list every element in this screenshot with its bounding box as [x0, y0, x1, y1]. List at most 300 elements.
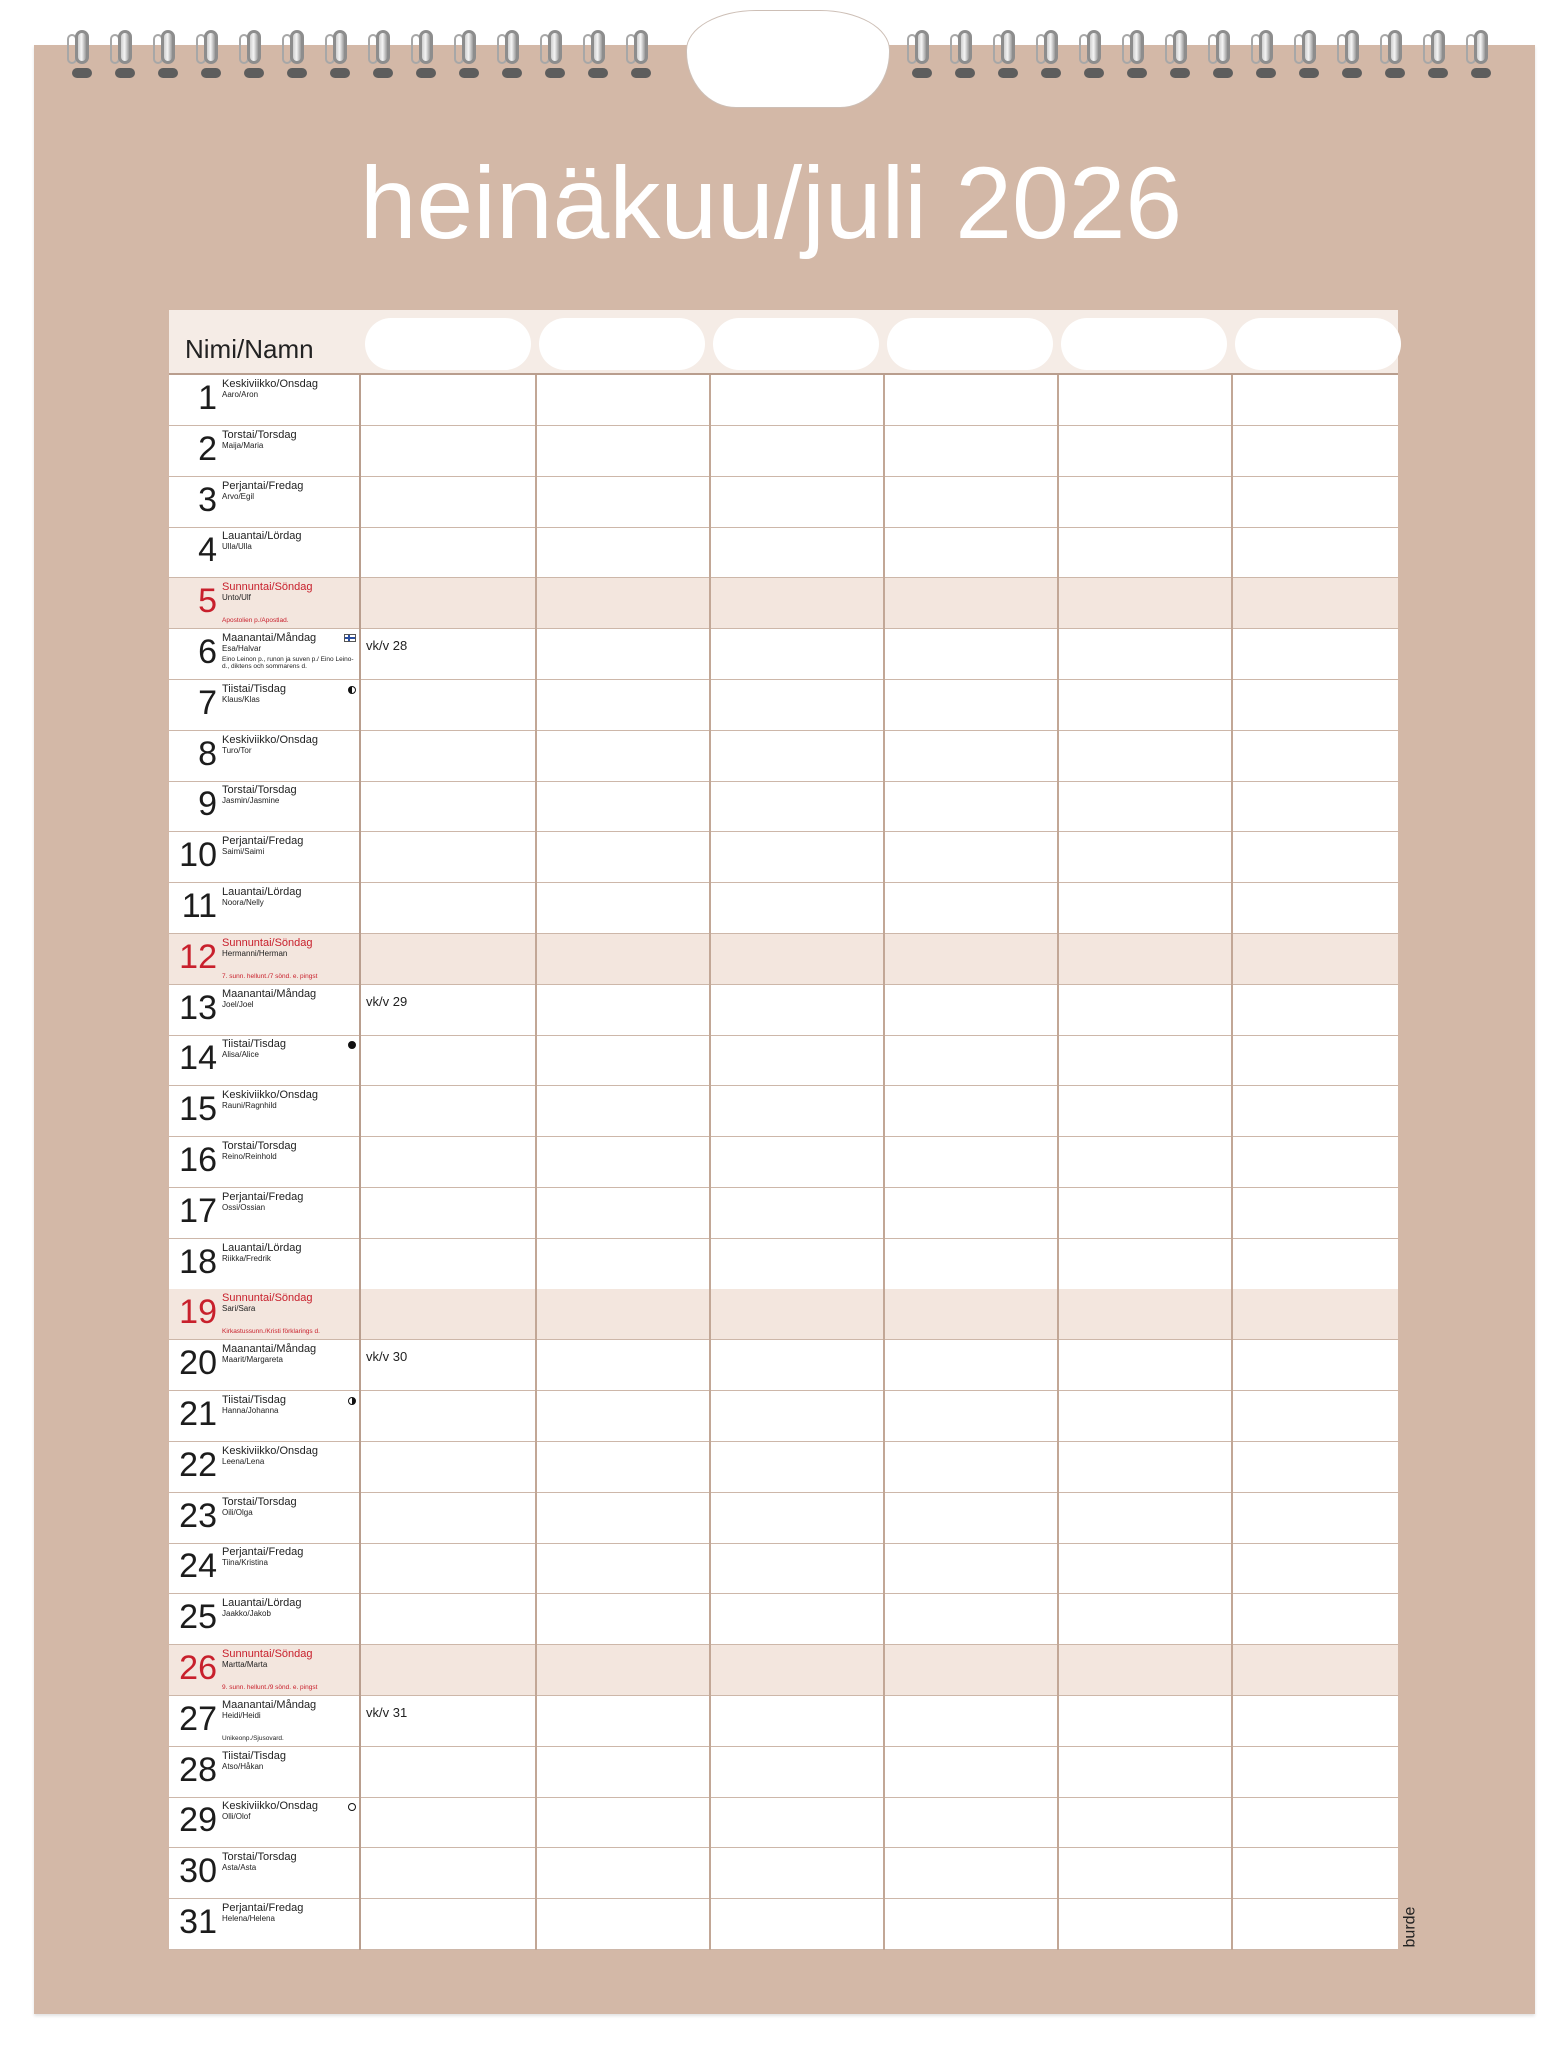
moon-phase-fq-icon [348, 1397, 356, 1405]
day-number: 5 [198, 582, 217, 621]
entry-cell[interactable] [709, 680, 883, 730]
day-number: 20 [179, 1344, 217, 1383]
day-number: 27 [179, 1699, 217, 1738]
entry-cell[interactable] [709, 1493, 883, 1543]
entry-cell[interactable] [1057, 578, 1231, 628]
name-field-6[interactable] [1235, 318, 1401, 370]
entry-cell[interactable] [1231, 1797, 1405, 1847]
name-day-label: Leena/Lena [222, 1456, 265, 1466]
brand-logo [1398, 1900, 1438, 1960]
entry-cell[interactable] [709, 731, 883, 781]
entry-cell[interactable] [709, 1696, 883, 1746]
name-day-label: Helena/Helena [222, 1914, 275, 1923]
entry-cell[interactable] [1231, 426, 1405, 476]
entry-cell[interactable] [709, 375, 883, 425]
binding-ring [1332, 30, 1375, 86]
entry-cell[interactable] [709, 1848, 883, 1898]
entry-cell[interactable] [1231, 527, 1405, 577]
entry-cell[interactable] [883, 578, 1057, 628]
entry-cell[interactable] [709, 1747, 883, 1797]
entry-cell[interactable] [883, 934, 1057, 984]
holiday-note: Apostolien p./Apostlad. [222, 617, 289, 625]
day-number: 13 [179, 988, 217, 1027]
day-row [169, 832, 1398, 883]
entry-cell[interactable] [883, 985, 1057, 1035]
binding-ring [535, 30, 578, 86]
entry-cell[interactable] [1057, 426, 1231, 476]
entry-cell[interactable] [535, 1239, 709, 1289]
entry-cell[interactable] [535, 1391, 709, 1441]
day-cell [169, 1086, 361, 1137]
weekday-label: Perjantai/Fredag [222, 1546, 304, 1559]
entry-cell[interactable] [361, 934, 535, 984]
name-day-label: Joel/Joel [222, 999, 254, 1009]
entry-cell[interactable] [535, 1442, 709, 1492]
entry-cell[interactable] [1057, 527, 1231, 577]
entry-cell[interactable] [883, 1493, 1057, 1543]
entry-cell[interactable] [535, 781, 709, 831]
day-number: 19 [179, 1293, 217, 1332]
entry-cell[interactable] [883, 426, 1057, 476]
day-number: 7 [198, 683, 217, 722]
entry-cell[interactable] [1231, 1035, 1405, 1085]
entry-cell[interactable] [709, 1340, 883, 1390]
name-day-label: Martta/Marta [222, 1660, 268, 1669]
weekday-label: Torstai/Torsdag [222, 1851, 297, 1864]
binding-ring [1418, 30, 1461, 86]
name-day-label: Heidi/Heidi [222, 1710, 261, 1720]
entry-cell[interactable] [535, 680, 709, 730]
entry-cell[interactable] [1231, 1340, 1405, 1390]
name-day-label: Oili/Olga [222, 1507, 253, 1517]
entry-cell[interactable] [361, 1747, 535, 1797]
entry-cell[interactable] [709, 527, 883, 577]
entry-cell[interactable] [883, 781, 1057, 831]
entry-cell[interactable] [709, 1289, 883, 1339]
entry-cell[interactable] [883, 1137, 1057, 1187]
entry-cell[interactable] [361, 1188, 535, 1238]
entry-cell[interactable] [361, 1137, 535, 1187]
entry-cell[interactable] [1231, 629, 1405, 679]
entry-cell[interactable] [361, 1543, 535, 1593]
entry-cell[interactable] [535, 934, 709, 984]
day-number: 30 [179, 1852, 217, 1891]
entry-cell[interactable] [535, 1035, 709, 1085]
weekday-label: Lauantai/Lördag [222, 886, 302, 898]
entry-cell[interactable] [1057, 1086, 1231, 1136]
binding-ring [1074, 30, 1117, 86]
entry-cell[interactable] [535, 1188, 709, 1238]
entry-cell[interactable] [1231, 1391, 1405, 1441]
entry-cell[interactable] [361, 629, 535, 679]
name-day-label: Maija/Maria [222, 440, 264, 450]
entry-cell[interactable] [883, 527, 1057, 577]
entry-cell[interactable] [361, 1086, 535, 1136]
entry-cell[interactable] [535, 1899, 709, 1949]
day-row [169, 1594, 1398, 1645]
entry-cell[interactable] [361, 1848, 535, 1898]
entry-cell[interactable] [709, 1645, 883, 1695]
day-cell [169, 1137, 361, 1188]
entry-cell[interactable] [883, 1391, 1057, 1441]
entry-cell[interactable] [1231, 1493, 1405, 1543]
entry-cell[interactable] [1057, 375, 1231, 425]
entry-cell[interactable] [1057, 1899, 1231, 1949]
day-cell [169, 680, 361, 731]
entry-cell[interactable] [535, 629, 709, 679]
entry-cell[interactable] [1057, 1594, 1231, 1644]
entry-cell[interactable] [1231, 1594, 1405, 1644]
entry-cell[interactable] [883, 883, 1057, 933]
entry-cell[interactable] [1231, 1543, 1405, 1593]
entry-cell[interactable] [535, 527, 709, 577]
entry-cell[interactable] [883, 477, 1057, 527]
entry-cell[interactable] [535, 1493, 709, 1543]
day-number: 14 [179, 1039, 217, 1078]
name-day-label: Asta/Asta [222, 1863, 257, 1873]
day-row [169, 1239, 1398, 1290]
entry-cell[interactable] [361, 832, 535, 882]
entry-cell[interactable] [1231, 781, 1405, 831]
weekday-label: Perjantai/Fredag [222, 835, 304, 848]
name-field-1[interactable] [365, 318, 531, 370]
entry-cell[interactable] [1057, 781, 1231, 831]
entry-cell[interactable] [1057, 1543, 1231, 1593]
holiday-note: 7. sunn. hellunt./7 sönd. e. pingst [222, 972, 318, 980]
day-cell [169, 934, 361, 985]
day-row [169, 1848, 1398, 1899]
entry-cell[interactable] [1231, 985, 1405, 1035]
entry-cell[interactable] [1231, 1086, 1405, 1136]
entry-cell[interactable] [1057, 1035, 1231, 1085]
entry-cell[interactable] [883, 832, 1057, 882]
entry-cell[interactable] [1057, 985, 1231, 1035]
entry-cell[interactable] [1057, 629, 1231, 679]
entry-cell[interactable] [1057, 1188, 1231, 1238]
entry-cell[interactable] [535, 1594, 709, 1644]
day-cell [169, 1696, 361, 1747]
weekday-label: Maanantai/Måndag [222, 632, 317, 644]
entry-cell[interactable] [709, 1035, 883, 1085]
name-day-label: Ossi/Ossian [222, 1202, 266, 1212]
weekday-label: Maanantai/Måndag [222, 1698, 317, 1711]
brand-name: burde [1401, 1906, 1419, 1948]
entry-cell[interactable] [1057, 832, 1231, 882]
entry-cell[interactable] [883, 1594, 1057, 1644]
entry-cell[interactable] [1057, 1442, 1231, 1492]
day-cell [169, 426, 361, 477]
entry-cell[interactable] [361, 883, 535, 933]
entry-cell[interactable] [709, 883, 883, 933]
binding-ring [1375, 30, 1418, 86]
entry-cell[interactable] [709, 1594, 883, 1644]
weekday-label: Tiistai/Tisdag [222, 1038, 286, 1051]
day-row [169, 426, 1398, 477]
entry-cell[interactable] [709, 1899, 883, 1949]
entry-cell[interactable] [709, 1188, 883, 1238]
entry-cell[interactable] [883, 1239, 1057, 1289]
weekday-label: Torstai/Torsdag [222, 428, 297, 441]
day-cell [169, 1239, 361, 1290]
week-number: vk/v 29 [366, 993, 408, 1009]
weekday-label: Lauantai/Lördag [222, 1241, 302, 1254]
week-number: vk/v 31 [366, 1704, 408, 1720]
entry-cell[interactable] [535, 985, 709, 1035]
entry-cell[interactable] [1231, 883, 1405, 933]
entry-cell[interactable] [361, 1239, 535, 1289]
day-cell [169, 1493, 361, 1544]
weekday-label: Lauantai/Lördag [222, 530, 302, 543]
day-cell [169, 629, 361, 680]
entry-cell[interactable] [1231, 375, 1405, 425]
entry-cell[interactable] [883, 1340, 1057, 1390]
weekday-label: Torstai/Torsdag [222, 1140, 297, 1152]
entry-cell[interactable] [1231, 1442, 1405, 1492]
entry-cell[interactable] [535, 1340, 709, 1390]
entry-cell[interactable] [361, 1493, 535, 1543]
entry-cell[interactable] [535, 578, 709, 628]
entry-cell[interactable] [883, 1289, 1057, 1339]
entry-cell[interactable] [709, 578, 883, 628]
entry-cell[interactable] [1231, 1747, 1405, 1797]
entry-cell[interactable] [361, 1594, 535, 1644]
entry-cell[interactable] [1231, 477, 1405, 527]
entry-cell[interactable] [883, 1442, 1057, 1492]
entry-cell[interactable] [883, 1188, 1057, 1238]
entry-cell[interactable] [709, 477, 883, 527]
entry-cell[interactable] [709, 985, 883, 1035]
entry-cell[interactable] [1231, 832, 1405, 882]
entry-cell[interactable] [535, 1086, 709, 1136]
weekday-label: Perjantai/Fredag [222, 479, 304, 492]
name-day-label: Riikka/Fredrik [222, 1253, 271, 1263]
weekday-label: Maanantai/Måndag [222, 1343, 317, 1356]
entry-cell[interactable] [361, 1797, 535, 1847]
day-number: 25 [179, 1598, 217, 1637]
entry-cell[interactable] [709, 832, 883, 882]
entry-cell[interactable] [1057, 1340, 1231, 1390]
entry-cell[interactable] [883, 1848, 1057, 1898]
entry-cell[interactable] [883, 629, 1057, 679]
weekday-label: Sunnuntai/Söndag [222, 581, 313, 594]
week-number: vk/v 28 [366, 638, 408, 653]
binding-ring [105, 30, 148, 86]
entry-cell[interactable] [1231, 1899, 1405, 1949]
day-number: 6 [198, 633, 217, 671]
weekday-label: Perjantai/Fredag [222, 1190, 304, 1203]
entry-cell[interactable] [883, 1645, 1057, 1695]
binding-ring [1160, 30, 1203, 86]
entry-cell[interactable] [883, 1797, 1057, 1847]
name-field-3[interactable] [713, 318, 879, 370]
binding-ring [1461, 30, 1504, 86]
day-row [169, 1696, 1398, 1747]
entry-cell[interactable] [1057, 934, 1231, 984]
name-day-label: Klaus/Klas [222, 694, 260, 704]
entry-cell[interactable] [1057, 1391, 1231, 1441]
binding-ring [1117, 30, 1160, 86]
weekday-label: Keskiviikko/Onsdag [222, 1800, 318, 1813]
entry-cell[interactable] [1057, 1797, 1231, 1847]
entry-cell[interactable] [361, 578, 535, 628]
column-divider [709, 375, 711, 1950]
entry-cell[interactable] [535, 883, 709, 933]
entry-cell[interactable] [709, 1137, 883, 1187]
name-field-2[interactable] [539, 318, 705, 370]
entry-cell[interactable] [361, 527, 535, 577]
day-number: 22 [179, 1445, 217, 1484]
day-cell [169, 527, 361, 578]
entry-cell[interactable] [1231, 731, 1405, 781]
entry-cell[interactable] [883, 1747, 1057, 1797]
entry-cell[interactable] [361, 1645, 535, 1695]
weekday-label: Tiistai/Tisdag [222, 1749, 286, 1762]
day-row [169, 1493, 1398, 1544]
day-cell [169, 1899, 361, 1950]
day-row [169, 1543, 1398, 1594]
entry-cell[interactable] [1057, 477, 1231, 527]
day-cell [169, 1543, 361, 1594]
entry-cell[interactable] [1231, 1696, 1405, 1746]
entry-cell[interactable] [535, 1848, 709, 1898]
entry-cell[interactable] [361, 477, 535, 527]
entry-cell[interactable] [1057, 1848, 1231, 1898]
weekday-label: Keskiviikko/Onsdag [222, 733, 318, 746]
entry-cell[interactable] [1231, 1239, 1405, 1289]
entry-cell[interactable] [709, 1239, 883, 1289]
day-cell [169, 1594, 361, 1645]
entry-cell[interactable] [1231, 1188, 1405, 1238]
entry-cell[interactable] [361, 731, 535, 781]
entry-cell[interactable] [883, 1543, 1057, 1593]
entry-cell[interactable] [361, 1696, 535, 1746]
day-number: 2 [198, 429, 217, 468]
day-number: 1 [198, 379, 217, 417]
entry-cell[interactable] [361, 1391, 535, 1441]
column-divider [1057, 375, 1059, 1950]
entry-cell[interactable] [361, 1340, 535, 1390]
entry-cell[interactable] [1231, 1848, 1405, 1898]
day-number: 23 [179, 1496, 217, 1535]
entry-cell[interactable] [883, 680, 1057, 730]
entry-cell[interactable] [535, 1747, 709, 1797]
entry-cell[interactable] [361, 1899, 535, 1949]
entry-cell[interactable] [361, 680, 535, 730]
name-day-label: Arvo/Egil [222, 491, 255, 501]
entry-cell[interactable] [535, 426, 709, 476]
day-row [169, 1645, 1398, 1696]
name-day-label: Maarit/Margareta [222, 1355, 283, 1365]
day-cell [169, 731, 361, 782]
moon-phase-full-icon [348, 1041, 356, 1049]
month-title: heinäkuu/juli 2026 [359, 146, 1183, 260]
day-cell [169, 1188, 361, 1239]
binding-ring [1246, 30, 1289, 86]
entry-cell[interactable] [1231, 578, 1405, 628]
entry-cell[interactable] [709, 1086, 883, 1136]
entry-cell[interactable] [883, 1035, 1057, 1085]
entry-cell[interactable] [709, 1442, 883, 1492]
entry-cell[interactable] [883, 1899, 1057, 1949]
entry-cell[interactable] [535, 1797, 709, 1847]
binding-ring [1289, 30, 1332, 86]
entry-cell[interactable] [1057, 680, 1231, 730]
entry-cell[interactable] [1057, 883, 1231, 933]
entry-cell[interactable] [1057, 1137, 1231, 1187]
entry-cell[interactable] [709, 629, 883, 679]
entry-cell[interactable] [709, 781, 883, 831]
entry-cell[interactable] [1231, 1289, 1405, 1339]
entry-cell[interactable] [709, 1543, 883, 1593]
day-number: 17 [179, 1191, 217, 1230]
entry-cell[interactable] [1231, 1645, 1405, 1695]
weekday-label: Perjantai/Fredag [222, 1902, 304, 1914]
entry-cell[interactable] [709, 934, 883, 984]
entry-cell[interactable] [361, 1442, 535, 1492]
entry-cell[interactable] [1057, 1239, 1231, 1289]
entry-cell[interactable] [535, 1137, 709, 1187]
entry-cell[interactable] [883, 1086, 1057, 1136]
header-row [169, 310, 1398, 375]
name-day-label: Esa/Halvar [222, 644, 262, 653]
entry-cell[interactable] [535, 1696, 709, 1746]
name-field-4[interactable] [887, 318, 1053, 370]
entry-cell[interactable] [535, 731, 709, 781]
entry-cell[interactable] [1057, 1747, 1231, 1797]
entry-cell[interactable] [361, 426, 535, 476]
name-field-5[interactable] [1061, 318, 1227, 370]
entry-cell[interactable] [1057, 1493, 1231, 1543]
entry-cell[interactable] [361, 985, 535, 1035]
entry-cell[interactable] [709, 426, 883, 476]
entry-cell[interactable] [361, 375, 535, 425]
entry-cell[interactable] [535, 1543, 709, 1593]
entry-cell[interactable] [361, 1035, 535, 1085]
entry-cell[interactable] [535, 832, 709, 882]
entry-cell[interactable] [361, 1289, 535, 1339]
entry-cell[interactable] [1057, 1645, 1231, 1695]
holiday-note: Kirkastussunn./Kristi förklarings d. [222, 1328, 320, 1336]
entry-cell[interactable] [709, 1797, 883, 1847]
entry-cell[interactable] [709, 1391, 883, 1441]
entry-cell[interactable] [1231, 680, 1405, 730]
day-cell [169, 883, 361, 934]
weekday-label: Lauantai/Lördag [222, 1597, 302, 1610]
entry-cell[interactable] [883, 1696, 1057, 1746]
day-cell [169, 832, 361, 883]
entry-cell[interactable] [883, 731, 1057, 781]
entry-cell[interactable] [1231, 1137, 1405, 1187]
day-row [169, 985, 1398, 1036]
entry-cell[interactable] [883, 375, 1057, 425]
entry-cell[interactable] [535, 375, 709, 425]
day-number: 11 [181, 887, 217, 925]
entry-cell[interactable] [1057, 1289, 1231, 1339]
entry-cell[interactable] [361, 781, 535, 831]
moon-phase-lq-icon [348, 686, 356, 694]
entry-cell[interactable] [1057, 1696, 1231, 1746]
entry-cell[interactable] [1231, 934, 1405, 984]
binding-ring [320, 30, 363, 86]
day-row [169, 1289, 1398, 1340]
entry-cell[interactable] [1057, 731, 1231, 781]
day-number: 15 [179, 1090, 217, 1129]
entry-cell[interactable] [535, 1645, 709, 1695]
entry-cell[interactable] [535, 477, 709, 527]
name-day-label: Sari/Sara [222, 1304, 256, 1314]
name-day-label: Olli/Olof [222, 1812, 251, 1822]
entry-cell[interactable] [535, 1289, 709, 1339]
